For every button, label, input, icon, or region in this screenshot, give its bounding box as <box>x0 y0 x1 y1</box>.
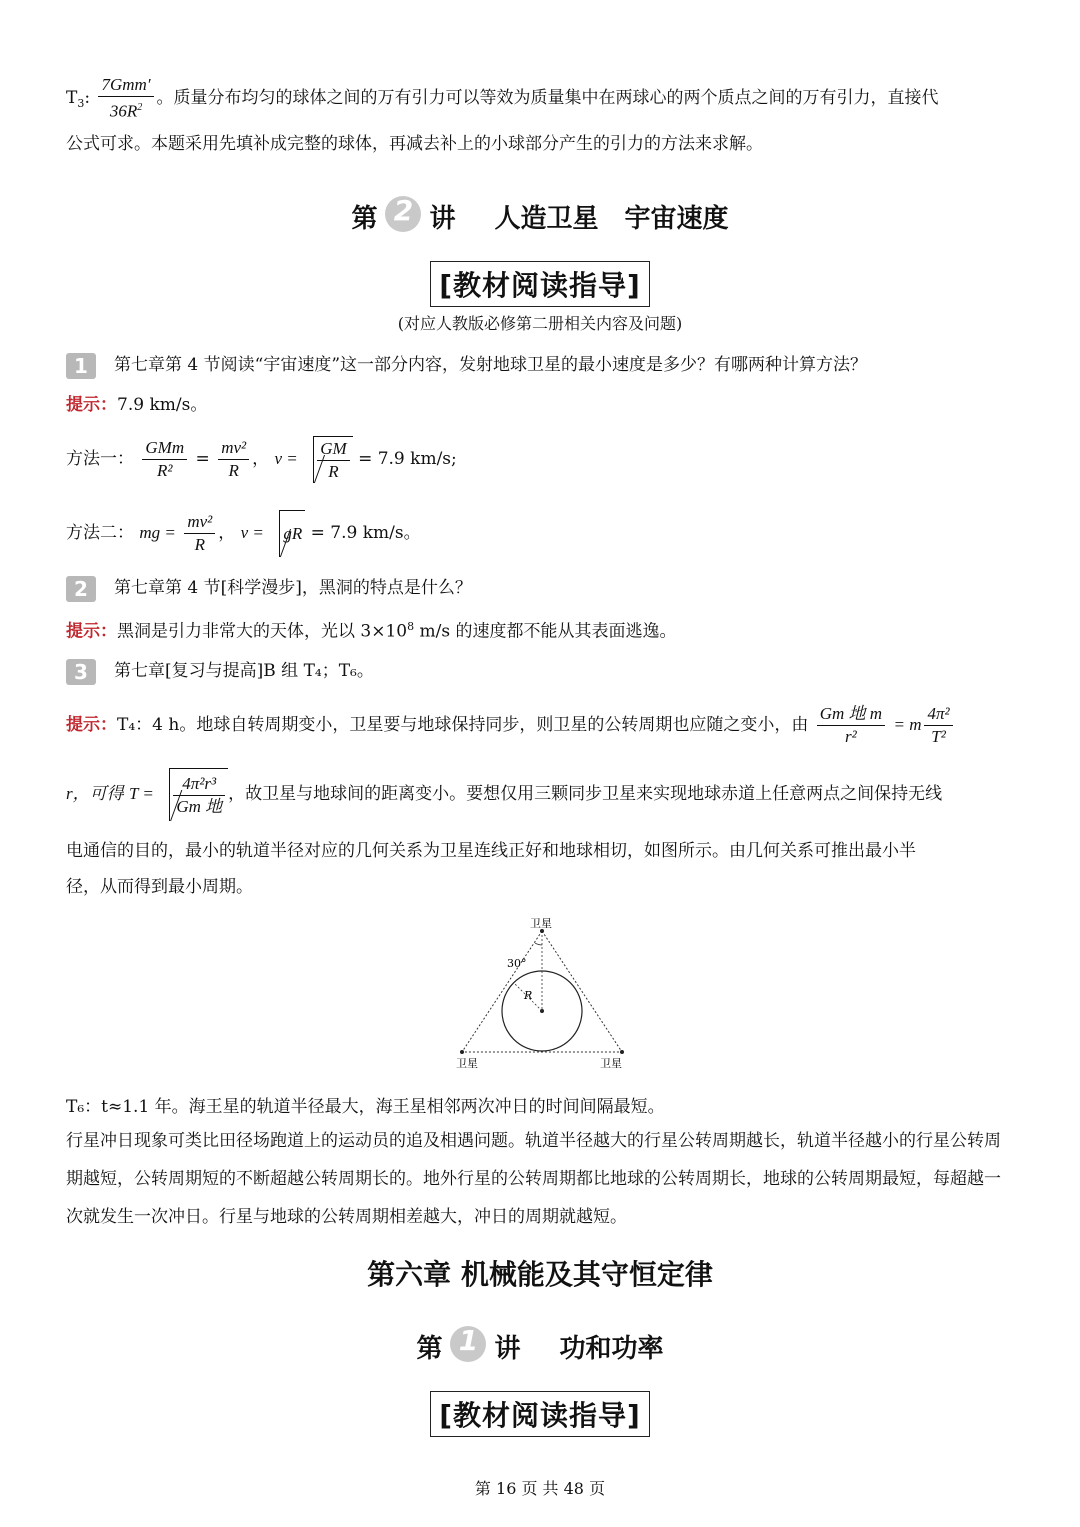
lecture-2-title: 人造卫星 宇宙速度 <box>494 204 729 234</box>
method-2: 方法二： mg = $\frac{\text{mv²}}{R}$ ， v = gR = 7.9 km/s。 <box>66 510 421 557</box>
lecture-number-badge: 1 <box>448 1330 488 1370</box>
question-1: 1 第七章第 4 节阅读“宇宙速度”这一部分内容，发射地球卫星的最小速度是多少？有哪两种计算方法？ <box>66 352 867 379</box>
question-number-badge: 2 <box>66 576 96 602</box>
hint-3-line2: r，可得 T = $\frac{\text{4π²r³}}{\text{Gm 地}}$ ，故卫星与地球间的距离变小。要想仅用三颗同步卫星来实现地球赤道上任意两点之间保持无线 <box>66 768 942 821</box>
page-footer: 第 16 页 共 48 页 <box>474 1479 606 1498</box>
reading-guide-label: [教材阅读指导] <box>0 261 1080 307</box>
satellite-left-label: 卫星 <box>456 1057 478 1070</box>
satellite-left <box>460 1050 464 1054</box>
lecture-1-heading: 第 1 讲 功和功率 <box>0 1328 1080 1370</box>
method-1: 方法一： $\frac{\text{GMm}}{\text{R²}}$ = $\frac{\text{mv²}}{R}$ ， v = $\frac{GM}{R}$ = 7.9 km/s; <box>66 438 457 481</box>
lecture-2-heading: 第 2 讲 人造卫星 宇宙速度 <box>0 198 1080 240</box>
hint-1: 提示：7.9 km/s。 <box>66 395 208 415</box>
lecture-number-badge: 2 <box>383 200 423 240</box>
t6-paragraph: 行星冲日现象可类比田径场跑道上的运动员的追及相遇问题。轨道半径越大的行星公转周期越长，轨道半径越小的行星公转周期越短，公转周期短的不断超越公转周期长的。地外行星的公转周期都比地球的公转周期长，地球的公转周期最短，每超越一次就发生一次冲日。行星与地球的公转周期相差越大，冲日的周期就越短。 <box>66 1131 1001 1227</box>
satellite-right <box>620 1050 624 1054</box>
hint-3-line3: 电通信的目的，最小的轨道半径对应的几何关系为卫星连线正好和地球相切，如图所示。由几何关系可推出最小半 <box>66 841 916 861</box>
question-number-badge: 1 <box>66 353 96 379</box>
hint-3: 提示：T₄：4 h。地球自转周期变小，卫星要与地球保持同步，则卫星的公转周期也应随之变小，由 $\frac{\text{Gm 地 m}}{\text{r²}}$ = m $\frac{\text{4π²}}{\text{T²}}$ <box>66 702 956 748</box>
angle-label: 30° <box>507 957 527 970</box>
question-2: 2 第七章第 4 节[科学漫步]，黑洞的特点是什么？ <box>66 575 472 602</box>
satellite-triangle-diagram <box>450 915 640 1075</box>
t3-explanation: 。质量分布均匀的球体之间的万有引力可以等效为质量集中在两球心的两个质点之间的万有引力，直接代 <box>156 87 939 108</box>
sqrt-symbol: $\frac{GM}{R}$ <box>313 436 352 483</box>
sqrt-symbol: gR <box>279 510 305 557</box>
t3-line: $T_3$: $\frac{\text{7Gmm′}}{36R^2}$ 。质量分布均匀的球体之间的万有引力可以等效为质量集中在两球心的两个质点之间的万有引力，直接代 <box>66 75 939 121</box>
satellite-top-label: 卫星 <box>530 917 552 930</box>
t6-line: T₆：t≈1.1 年。海王星的轨道半径最大，海王星相邻两次冲日的时间间隔最短。 <box>66 1097 665 1117</box>
t3-explanation-cont: 公式可求。本题采用先填补成完整的球体，再减去补上的小球部分产生的引力的方法来求解。 <box>66 134 763 154</box>
hint-3-line4: 径，从而得到最小周期。 <box>66 877 253 897</box>
satellite-right-label: 卫星 <box>600 1057 622 1070</box>
radius-label: R <box>524 989 533 1002</box>
question-number-badge: 3 <box>66 659 96 685</box>
chapter-6-heading: 第六章 机械能及其守恒定律 <box>367 1258 713 1291</box>
reading-guide-label-2: [教材阅读指导] <box>0 1391 1080 1437</box>
t3-fraction: $\frac{\text{7Gmm′}}{36R^2}$ <box>98 74 153 123</box>
sqrt-symbol: $\frac{\text{4π²r³}}{\text{Gm 地}}$ <box>169 768 228 821</box>
reading-guide-note: (对应人教版必修第二册相关内容及问题) <box>397 314 683 333</box>
lecture-1-title: 功和功率 <box>559 1334 664 1364</box>
hint-2: 提示：黑洞是引力非常大的天体，光以 $3\times 10^8$ m/s 的速度都不能从其表面逃逸。 <box>66 620 677 642</box>
angle-arc <box>535 943 542 945</box>
question-3: 3 第七章[复习与提高]B 组 T₄；T₆。 <box>66 658 374 685</box>
